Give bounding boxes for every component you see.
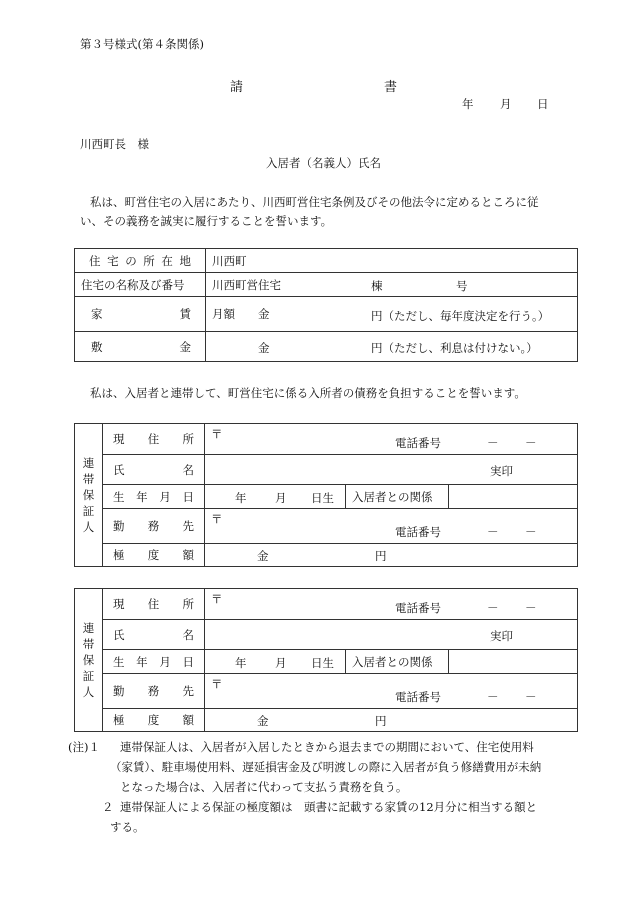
limit-yen: 円 — [375, 549, 387, 563]
phone-dash: － — [487, 525, 499, 539]
guarantor-group-label — [75, 589, 103, 732]
rent-char-1: 家 — [91, 307, 103, 321]
name-label: 氏 名 — [103, 620, 205, 650]
zip-mark: 〒 — [211, 677, 223, 691]
rent-prefix: 月額 金 — [212, 307, 270, 321]
phone-dash: － — [487, 436, 499, 450]
address-value — [205, 424, 578, 455]
limit-value — [205, 544, 578, 567]
address-label: 現 住 所 — [103, 424, 205, 455]
name-label: 氏 名 — [103, 455, 205, 485]
group-char: 証 — [82, 669, 95, 683]
phone-dash: － — [525, 601, 537, 615]
guarantor-table-1 — [74, 423, 578, 567]
birth-label: 生 年 月 日 — [103, 485, 205, 509]
work-label: 勤 務 先 — [103, 509, 205, 544]
rent-label-cell — [75, 297, 206, 332]
deposit-value-cell — [206, 332, 578, 362]
rent-value-cell — [206, 297, 578, 332]
note-prefix: (注)１ — [68, 740, 100, 754]
phone-dash: － — [525, 690, 537, 704]
date-day: 日 — [537, 97, 549, 111]
deposit-label-cell — [75, 332, 206, 362]
zip-mark: 〒 — [211, 592, 223, 606]
date-month: 月 — [500, 97, 512, 111]
group-char: 連 — [82, 621, 95, 635]
group-char: 帯 — [82, 472, 95, 486]
location-label-char: 宅 — [107, 253, 119, 268]
name-value — [205, 620, 578, 650]
name-label: 住宅の名称及び番号 — [75, 273, 206, 297]
name-value — [205, 455, 578, 485]
guarantor-table-2 — [74, 588, 578, 732]
seal-label: 実印 — [490, 464, 513, 478]
birth-day: 日生 — [311, 491, 334, 505]
guarantor-group-label — [75, 424, 103, 567]
zip-mark: 〒 — [211, 512, 223, 526]
phone-dash: － — [525, 525, 537, 539]
group-char: 保 — [82, 488, 95, 502]
work-label: 勤 務 先 — [103, 674, 205, 709]
zip-mark: 〒 — [211, 427, 223, 441]
note1-line3: となった場合は、入居者に代わって支払う責務を負う。 — [120, 780, 408, 794]
deposit-char-2: 金 — [179, 339, 191, 354]
birth-value — [205, 650, 346, 674]
pledge1-line1: 私は、町営住宅の入居にあたり、川西町営住宅条例及びその他法令に定めるところに従 — [90, 195, 539, 209]
location-value: 川西町 — [206, 249, 578, 273]
birth-month: 月 — [275, 491, 287, 505]
pledge2: 私は、入居者と連帯して、町営住宅に係る入所者の債務を負担することを誓います。 — [90, 386, 526, 400]
housing-table — [74, 248, 578, 362]
phone-dash: － — [525, 436, 537, 450]
name-value-cell — [206, 273, 578, 297]
address-value — [205, 589, 578, 620]
work-value — [205, 509, 578, 544]
limit-value — [205, 709, 578, 732]
address-label: 現 住 所 — [103, 589, 205, 620]
deposit-char-1: 敷 — [91, 339, 103, 354]
birth-year: 年 — [235, 491, 247, 505]
deposit-suffix: 円（ただし、利息は付けない。） — [371, 341, 538, 355]
addressee: 川西町長 様 — [80, 137, 149, 151]
title-left: 請 — [230, 80, 244, 95]
note2-line1: 連帯保証人による保証の極度額は 頭書に記載する家賃の12月分に相当する額と — [120, 800, 538, 814]
location-label-text — [81, 253, 199, 269]
group-char: 連 — [82, 456, 95, 470]
phone-label: 電話番号 — [395, 601, 441, 615]
note1-line2: （家賃）、駐車場使用料、遅延損害金及び明渡しの際に入居者が負う修繕費用が未納 — [110, 760, 542, 774]
seal-label: 実印 — [490, 629, 513, 643]
relation-label: 入居者との関係 — [346, 650, 449, 674]
applicant-label: 入居者（名義人）氏名 — [266, 156, 381, 170]
group-char: 人 — [82, 520, 95, 534]
limit-money: 金 — [257, 549, 269, 563]
birth-year: 年 — [235, 656, 247, 670]
number-label: 号 — [456, 279, 468, 293]
location-label-char: 所 — [143, 253, 155, 268]
location-label-char: 住 — [89, 253, 101, 268]
phone-dash: － — [487, 690, 499, 704]
note1-line1: 連帯保証人は、入居者が入居したときから退去までの期間において、住宅使用料 — [120, 740, 534, 754]
location-label-char: 在 — [161, 253, 173, 268]
location-label — [75, 249, 206, 273]
date-year: 年 — [462, 97, 474, 111]
limit-yen: 円 — [375, 714, 387, 728]
title-right: 書 — [384, 80, 398, 95]
name-value: 川西町営住宅 — [212, 277, 281, 292]
location-label-char: 地 — [179, 253, 191, 268]
birth-label: 生 年 月 日 — [103, 650, 205, 674]
group-char: 証 — [82, 504, 95, 518]
phone-label: 電話番号 — [395, 436, 441, 450]
relation-label: 入居者との関係 — [346, 485, 449, 509]
form-number: 第３号様式(第４条関係) — [80, 37, 204, 51]
relation-value — [449, 485, 578, 509]
phone-label: 電話番号 — [395, 525, 441, 539]
birth-day: 日生 — [311, 656, 334, 670]
birth-month: 月 — [275, 656, 287, 670]
group-char: 帯 — [82, 637, 95, 651]
building-label: 棟 — [371, 279, 383, 293]
birth-value — [205, 485, 346, 509]
relation-value — [449, 650, 578, 674]
deposit-prefix: 金 — [258, 341, 270, 355]
work-value — [205, 674, 578, 709]
phone-dash: － — [487, 601, 499, 615]
note2-line2: する。 — [110, 820, 145, 834]
limit-money: 金 — [257, 714, 269, 728]
limit-label: 極 度 額 — [103, 709, 205, 732]
location-label-char: の — [125, 253, 137, 268]
group-char: 人 — [82, 685, 95, 699]
note2-number: ２ — [102, 800, 114, 814]
rent-char-2: 賃 — [179, 307, 191, 321]
group-char: 保 — [82, 653, 95, 667]
pledge1-line2: い、その義務を誠実に履行することを誓います。 — [80, 214, 333, 228]
phone-label: 電話番号 — [395, 690, 441, 704]
rent-suffix: 円（ただし、毎年度決定を行う。） — [371, 309, 550, 323]
limit-label: 極 度 額 — [103, 544, 205, 567]
